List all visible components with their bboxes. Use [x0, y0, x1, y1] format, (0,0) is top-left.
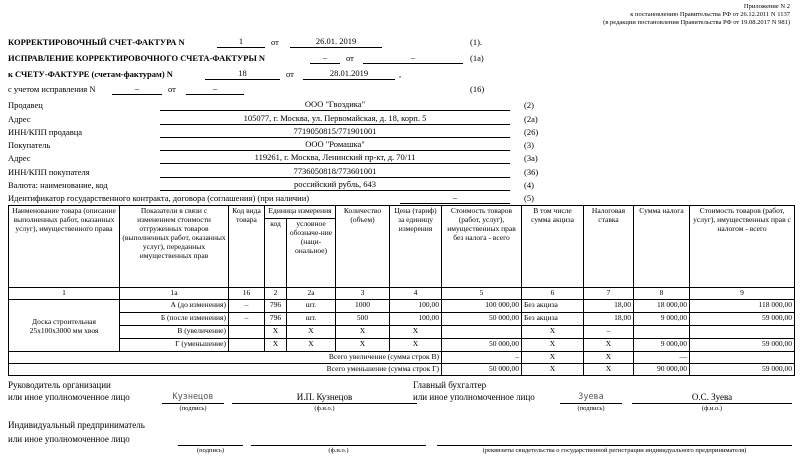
- cell: 50 000,00: [442, 313, 522, 326]
- cell: шт.: [287, 313, 336, 326]
- party-value: 119261, г. Москва, Ленинский пр-кт, д. 70/11: [160, 152, 510, 164]
- cell: Х: [390, 326, 442, 339]
- column-number: 7: [584, 288, 634, 300]
- accountant-title-line2: или иное уполномоченное лицо: [413, 392, 535, 402]
- accountant-signature: Зуева: [560, 391, 622, 404]
- table-row: [9, 300, 795, 313]
- col-header-unit: Единица измерения: [265, 206, 336, 219]
- party-value: ООО "Гвоздика": [160, 99, 510, 111]
- cell: Б (после изменения): [120, 313, 229, 326]
- col-header-price: Цена (тариф) за единицу измерения: [390, 206, 442, 288]
- cell: [690, 352, 795, 364]
- column-number: 2: [265, 288, 287, 300]
- cell: Х: [522, 326, 584, 339]
- cell: 90 000,00: [634, 364, 690, 376]
- column-number: 2а: [287, 288, 336, 300]
- party-label: Адрес: [8, 114, 31, 124]
- cell: [442, 326, 522, 339]
- cell: 796: [265, 300, 287, 313]
- fix-invoice-number: –: [310, 52, 340, 64]
- head-signature: Кузнецов: [162, 391, 224, 404]
- cell: Х: [522, 352, 584, 364]
- party-code: (4): [524, 180, 534, 190]
- cell: –: [442, 352, 522, 364]
- cell: Х: [390, 339, 442, 352]
- party-value: 7719050815/771901001: [160, 126, 510, 138]
- column-number: 16: [229, 288, 265, 300]
- table-row: [9, 313, 795, 326]
- party-value: российский рубль, 643: [160, 179, 510, 191]
- ip-signature-caption: (подпись): [197, 447, 224, 454]
- cell: Х: [265, 339, 287, 352]
- column-numbers-row: [9, 288, 795, 300]
- ip-requisites-caption: (реквизиты свидетельства о государственной регистрации индивидуального предпринимателя): [482, 447, 747, 454]
- party-code: (2): [524, 100, 534, 110]
- party-value: ООО "Ромашка": [160, 139, 510, 151]
- party-label: Продавец: [8, 100, 43, 110]
- cell: Х: [287, 326, 336, 339]
- cell: –: [229, 313, 265, 326]
- party-value: 7736050818/773601001: [160, 166, 510, 178]
- with-fix-label: с учетом исправления N: [8, 84, 96, 94]
- cell: 100,00: [390, 313, 442, 326]
- head-title-line2: или иное уполномоченное лицо: [8, 392, 130, 402]
- cell: Х: [522, 339, 584, 352]
- cell: Х: [584, 364, 634, 376]
- cell: Х: [265, 326, 287, 339]
- column-number: 1а: [120, 288, 229, 300]
- head-signature-caption: (подпись): [179, 405, 207, 412]
- appendix-note: [603, 3, 790, 27]
- party-code: (5): [524, 193, 534, 203]
- fix-from-label: от: [346, 53, 354, 63]
- cell: Х: [336, 339, 390, 352]
- base-from-label: от: [286, 69, 294, 79]
- base-invoice-title: к СЧЕТУ-ФАКТУРЕ (счетам-фактурам) N: [8, 69, 173, 79]
- cell: Х: [287, 339, 336, 352]
- party-label: Покупатель: [8, 140, 51, 150]
- with-fix-date: –: [186, 83, 244, 95]
- col-header-quantity: Количество (объем): [336, 206, 390, 288]
- cell: 100,00: [390, 300, 442, 313]
- cell: 100 000,00: [442, 300, 522, 313]
- corr-invoice-date: 26.01. 2019: [290, 36, 382, 48]
- party-label: Адрес: [8, 153, 31, 163]
- ip-title-line2: или иное уполномоченное лицо: [8, 434, 130, 444]
- ip-signature-line: [178, 433, 243, 446]
- corr-from-label: от: [271, 37, 279, 47]
- cell: 18,00: [584, 313, 634, 326]
- cell: 59 000,00: [690, 313, 795, 326]
- fix-invoice-title: ИСПРАВЛЕНИЕ КОРРЕКТИРОВОЧНОГО СЧЕТА-ФАКТУРЫ N: [8, 53, 266, 63]
- cell: [690, 326, 795, 339]
- cell: [229, 339, 265, 352]
- column-number: 9: [690, 288, 795, 300]
- head-name-caption: (ф.и.о.): [314, 405, 335, 412]
- party-code: (26): [524, 127, 539, 137]
- cell: 796: [265, 313, 287, 326]
- product-name: Доска строительная 25х100х3000 мм хвоя: [9, 300, 120, 352]
- table-row: [9, 339, 795, 352]
- appendix-line1: Приложение N 2: [743, 3, 790, 10]
- col-header-indicators: Показатели в связи с изменением стоимости отгруженных товаров (выполненных работ, оказанных услуг), переданных имущественных прав: [120, 206, 229, 288]
- corr-invoice-number: 1: [217, 36, 265, 48]
- with-fix-from-label: от: [168, 84, 176, 94]
- fix-invoice-date: –: [363, 52, 463, 64]
- base-invoice-number: 18: [205, 68, 280, 80]
- cell: Без акциза: [522, 300, 584, 313]
- ip-title-line1: Индивидуальный предприниматель: [8, 420, 145, 430]
- head-title-line1: Руководитель организации: [8, 380, 111, 390]
- cell: Х: [336, 326, 390, 339]
- with-fix-code: (16): [470, 84, 485, 94]
- cell: Г (уменьшение): [120, 339, 229, 352]
- total-increase-label: Всего увеличение (сумма строк В): [9, 352, 442, 364]
- party-value: –: [400, 192, 510, 204]
- ip-name-line: [251, 433, 426, 446]
- col-header-tax-rate: Налоговая ставка: [584, 206, 634, 288]
- cell: –: [229, 300, 265, 313]
- cell: [634, 352, 690, 364]
- col-header-name: Наименование товара (описание выполненных работ, оказанных услуг), имущественного права: [9, 206, 120, 288]
- accountant-signature-caption: (подпись): [577, 405, 605, 412]
- party-label: Идентификатор государственного контракта, договора (соглашения) (при наличии): [8, 193, 310, 203]
- party-code: (3а): [524, 153, 538, 163]
- cell: 18 000,00: [634, 300, 690, 313]
- cell: 50 000,00: [442, 339, 522, 352]
- party-label: Валюта: наименование, код: [8, 180, 108, 190]
- party-code: (3): [524, 140, 534, 150]
- cell: А (до изменения): [120, 300, 229, 313]
- accountant-title-line1: Главный бухгалтер: [413, 380, 487, 390]
- col-header-kind-code: Код вида товара: [229, 206, 265, 288]
- total-decrease-label: Всего уменьшение (сумма строк Г): [9, 364, 442, 376]
- total-increase-tax-b: –: [683, 352, 688, 361]
- col-header-unit-code: код: [265, 219, 287, 288]
- column-number: 6: [522, 288, 584, 300]
- invoice-table: [8, 205, 795, 376]
- column-number: 4: [390, 288, 442, 300]
- cell: 59 000,00: [690, 339, 795, 352]
- cell: 9 000,00: [634, 339, 690, 352]
- party-code: (2а): [524, 114, 538, 124]
- fix-code: (1а): [470, 53, 484, 63]
- cell: Х: [584, 339, 634, 352]
- col-header-tax-sum: Сумма налога: [634, 206, 690, 288]
- party-label: ИНН/КПП продавца: [8, 127, 83, 137]
- column-number: 8: [634, 288, 690, 300]
- cell: Х: [584, 352, 634, 364]
- cell: [229, 326, 265, 339]
- cell: шт.: [287, 300, 336, 313]
- total-decrease-row: [9, 364, 795, 376]
- party-label: ИНН/КПП покупателя: [8, 167, 90, 177]
- cell: 1000: [336, 300, 390, 313]
- head-name: И.П. Кузнецов: [232, 391, 417, 404]
- appendix-line3: (в редакции постановления Правительства РФ от 19.08.2017 N 981): [603, 19, 790, 26]
- col-header-cost-with-tax: Стоимость товаров (работ, услуг), имущественных прав с налогом - всего: [690, 206, 795, 288]
- party-code: (36): [524, 167, 539, 177]
- cell: 18,00: [584, 300, 634, 313]
- with-fix-number: –: [112, 83, 162, 95]
- corr-code: (1).: [470, 37, 483, 47]
- cell: 118 000,00: [690, 300, 795, 313]
- ip-requisites-line: [437, 433, 792, 446]
- cell: 500: [336, 313, 390, 326]
- ip-name-caption: (ф.и.о.): [328, 447, 349, 454]
- cell: –: [584, 326, 634, 339]
- col-header-excise: В том числе сумма акциза: [522, 206, 584, 288]
- party-value: 105077, г. Москва, ул. Первомайская, д. 18, корп. 5: [160, 113, 510, 125]
- column-number: 5: [442, 288, 522, 300]
- accountant-name-caption: (ф.и.о.): [701, 405, 723, 412]
- cell: 9 000,00: [634, 313, 690, 326]
- column-number: 3: [336, 288, 390, 300]
- base-comma: ,: [399, 69, 402, 79]
- total-increase-row: [9, 352, 795, 364]
- cell: 50 000,00: [442, 364, 522, 376]
- col-header-cost-no-tax: Стоимость товаров (работ, услуг), имущественных прав без налога - всего: [442, 206, 522, 288]
- cell: Х: [522, 364, 584, 376]
- table-row: [9, 326, 795, 339]
- cell: Без акциза: [522, 313, 584, 326]
- appendix-line2: к постановлению Правительства РФ от 26.12.2011 N 1137: [630, 11, 790, 18]
- corr-invoice-title: КОРРЕКТИРОВОЧНЫЙ СЧЕТ-ФАКТУРА N: [8, 37, 185, 47]
- base-invoice-date: 28.01.2019: [303, 68, 395, 80]
- cell: 59 000,00: [690, 364, 795, 376]
- total-increase-tax-a: –: [679, 352, 684, 361]
- accountant-name: О.С. Зуева: [632, 391, 792, 404]
- cell: [634, 326, 690, 339]
- column-number: 1: [9, 288, 120, 300]
- col-header-unit-symbol: условное обозначе-ние (наци-ональное): [287, 219, 336, 288]
- cell: В (увеличение): [120, 326, 229, 339]
